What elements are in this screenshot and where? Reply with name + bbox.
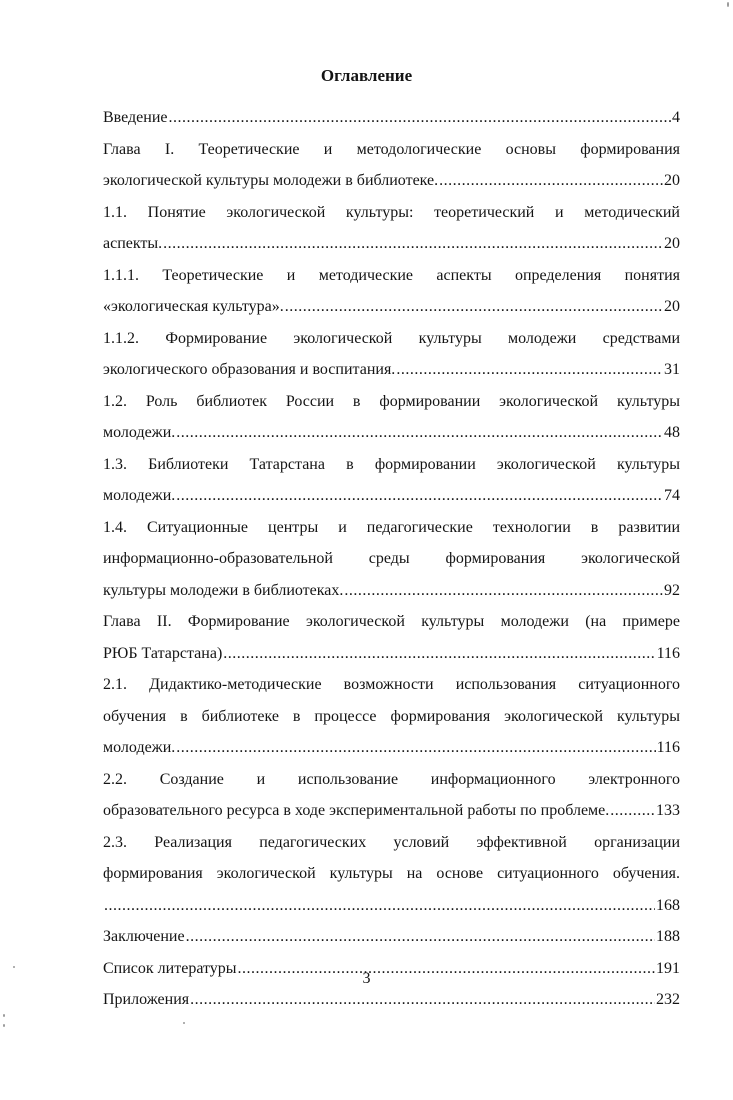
toc-page-number: 20: [664, 172, 680, 189]
toc-entry-title-cont: РЮБ Татарстана): [103, 644, 223, 662]
toc-entry-title-cont: образовательного ресурса в ходе экспериментальной работы по проблеме.: [103, 802, 610, 819]
toc-page-number: 48: [664, 424, 680, 441]
toc-page-number: 133: [656, 802, 680, 819]
dot-leader: [610, 795, 655, 827]
dot-leader: [176, 417, 663, 449]
toc-entry-title: Введение: [103, 109, 168, 126]
toc-entry: [103, 512, 680, 607]
scan-speck: [13, 966, 15, 968]
toc-entry: [103, 197, 680, 260]
dot-leader: [439, 165, 663, 197]
toc-entry: [103, 984, 680, 1016]
toc-page-number: 116: [656, 739, 680, 756]
scan-speck: [3, 1024, 5, 1027]
toc-entry-title-cont: молодежи.: [103, 424, 176, 441]
toc-entry-title: 1.4. Ситуационные центры и педагогические технологии в развитии: [103, 518, 680, 536]
table-of-contents: [103, 102, 680, 1016]
dot-leader: [169, 102, 672, 134]
toc-entry-title: Глава II. Формирование экологической культуры молодежи (на примере: [103, 613, 680, 630]
toc-entry: [103, 102, 680, 134]
toc-entry-title-cont: аспекты.: [103, 235, 163, 252]
toc-entry-title-cont: экологической культуры молодежи в библиотеке.: [103, 172, 439, 189]
toc-entry-title: 2.2. Создание и использование информационного электронного: [103, 770, 680, 788]
toc-entry-title: Заключение: [103, 928, 185, 945]
toc-page-number: 20: [664, 298, 680, 315]
dot-leader: [186, 921, 655, 953]
scan-speck: [183, 1022, 185, 1024]
toc-entry-title: 1.2. Роль библиотек России в формировании экологической культуры: [103, 392, 680, 410]
toc-page-number: 74: [664, 487, 680, 504]
toc-entry-title: 1.3. Библиотеки Татарстана в формировании экологической культуры: [103, 455, 680, 473]
toc-page-number: 31: [664, 361, 680, 378]
toc-entry-title: 1.1.2. Формирование экологической культуры молодежи средствами: [103, 329, 680, 347]
toc-entry-title: Приложения: [103, 991, 190, 1008]
page-title: Оглавление: [320, 66, 413, 85]
dot-leader: [344, 575, 663, 607]
toc-page-number: 116: [656, 644, 680, 662]
toc-entry-title: 2.1. Дидактико-методические возможности использования ситуационного: [103, 676, 680, 693]
toc-entry: [103, 134, 680, 197]
toc-entry-title-cont: обучения в библиотеке в процессе формирования экологической культуры: [103, 707, 680, 725]
toc-entry: [103, 606, 680, 669]
toc-entry-title-cont: культуры молодежи в библиотеках.: [103, 581, 344, 599]
dot-leader: [163, 228, 663, 260]
toc-entry-title: 1.1.1. Теоретические и методические аспекты определения понятия: [103, 266, 680, 284]
toc-page-number: 232: [656, 991, 680, 1008]
toc-entry-title-cont: информационно-образовательной среды формирования экологической: [103, 550, 680, 567]
toc-page-number: 188: [656, 928, 680, 945]
toc-entry: [103, 764, 680, 827]
dot-leader: [176, 732, 655, 764]
dot-leader: [285, 291, 663, 323]
toc-entry: [103, 669, 680, 764]
toc-page-number: 191: [656, 959, 680, 977]
toc-page-number: 92: [664, 581, 680, 599]
dot-leader: [104, 890, 655, 922]
toc-page-number: 20: [664, 235, 680, 252]
toc-page-number: 168: [656, 896, 680, 914]
dot-leader: [223, 638, 655, 670]
toc-entry-title: 1.1. Понятие экологической культуры: теоретический и методический: [103, 203, 680, 221]
toc-entry: [103, 323, 680, 386]
scan-speck: [727, 2, 729, 7]
dot-leader: [396, 354, 663, 386]
dot-leader: [190, 984, 655, 1016]
toc-entry: [103, 260, 680, 323]
toc-entry: [103, 921, 680, 953]
dot-leader: [176, 480, 663, 512]
toc-entry: [103, 386, 680, 449]
scan-speck: [3, 1014, 5, 1017]
toc-entry-title: 2.3. Реализация педагогических условий эффективной организации: [103, 833, 680, 851]
page-number: 3: [362, 970, 371, 987]
toc-entry-title-cont: «экологическая культура».: [103, 298, 284, 315]
toc-entry-title-cont: формирования экологической культуры на основе ситуационного обучения.: [103, 865, 680, 882]
toc-entry: [103, 449, 680, 512]
toc-entry: [103, 827, 680, 922]
toc-entry-title-cont: молодежи.: [103, 487, 176, 504]
toc-entry-title-cont: молодежи.: [103, 739, 176, 756]
toc-page-number: 4: [672, 109, 680, 126]
toc-entry-title: Глава I. Теоретические и методологические основы формирования: [103, 140, 680, 158]
toc-entry-title-cont: экологического образования и воспитания.: [103, 361, 396, 378]
toc-entry-title: Список литературы: [103, 959, 237, 977]
